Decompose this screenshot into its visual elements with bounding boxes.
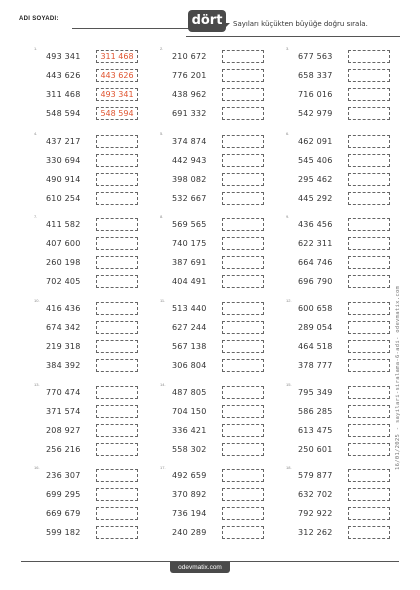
answer-box[interactable] — [96, 154, 138, 167]
number-row — [46, 50, 162, 64]
answer-box[interactable]: 443 626 — [96, 69, 138, 82]
answer-box[interactable] — [348, 154, 390, 167]
number-row — [46, 443, 162, 457]
number-row — [46, 173, 162, 187]
answer-box[interactable] — [348, 405, 390, 418]
given-number: 208 927 — [46, 426, 81, 435]
given-number: 795 349 — [298, 388, 333, 397]
number-row — [172, 526, 288, 540]
given-number: 490 914 — [46, 175, 81, 184]
number-row — [46, 154, 162, 168]
number-row — [46, 302, 162, 316]
problem-number: 18. — [286, 465, 292, 470]
problem-number: 8. — [160, 214, 164, 219]
number-row — [46, 424, 162, 438]
number-row — [46, 507, 162, 521]
problem-number: 13. — [34, 382, 40, 387]
problem-number: 3. — [286, 46, 290, 51]
number-row — [172, 256, 288, 270]
given-number: 669 679 — [46, 509, 81, 518]
given-number: 677 563 — [298, 52, 333, 61]
number-row — [46, 488, 162, 502]
problem-block — [160, 298, 288, 392]
given-number: 704 150 — [172, 407, 207, 416]
answer-box[interactable]: 493 341 — [96, 88, 138, 101]
given-number: 586 285 — [298, 407, 333, 416]
problem-block — [34, 298, 162, 392]
answer-box[interactable] — [222, 50, 264, 63]
problem-number: 14. — [160, 382, 166, 387]
answer-box[interactable] — [222, 107, 264, 120]
given-number: 569 565 — [172, 220, 207, 229]
answer-box[interactable] — [96, 256, 138, 269]
answer-box[interactable]: 311 468 — [96, 50, 138, 63]
given-number: 384 392 — [46, 361, 81, 370]
number-row — [172, 237, 288, 251]
number-row — [298, 69, 414, 83]
given-number: 545 406 — [298, 156, 333, 165]
given-number: 437 217 — [46, 137, 81, 146]
given-number: 407 600 — [46, 239, 81, 248]
number-row — [298, 488, 414, 502]
number-row — [298, 50, 414, 64]
answer-box[interactable] — [348, 340, 390, 353]
number-row — [172, 405, 288, 419]
answer-box[interactable] — [222, 192, 264, 205]
answer-box[interactable] — [222, 469, 264, 482]
given-number: 289 054 — [298, 323, 333, 332]
answer-box[interactable] — [348, 69, 390, 82]
number-row — [172, 275, 288, 289]
given-number: 260 198 — [46, 258, 81, 267]
answer-box[interactable] — [348, 173, 390, 186]
footer-brand: odevmatix.com — [170, 562, 230, 573]
answer-box[interactable] — [348, 218, 390, 231]
number-row — [172, 424, 288, 438]
number-row — [298, 526, 414, 540]
given-number: 256 216 — [46, 445, 81, 454]
given-number: 416 436 — [46, 304, 81, 313]
number-row — [172, 469, 288, 483]
answer-box[interactable] — [348, 275, 390, 288]
problem-block — [286, 131, 414, 225]
given-number: 250 601 — [298, 445, 333, 454]
answer-box[interactable] — [96, 321, 138, 334]
answer-box[interactable] — [96, 526, 138, 539]
given-number: 443 626 — [46, 71, 81, 80]
side-watermark-text: 16/01/2025 - sayilari-siralama-6-adi- odevmatix.com — [395, 285, 401, 470]
problem-block — [286, 465, 414, 559]
given-number: 411 582 — [46, 220, 81, 229]
instruction-text: Sayıları küçükten büyüğe doğru sırala. — [233, 20, 368, 28]
number-row — [172, 340, 288, 354]
number-row — [46, 275, 162, 289]
given-number: 610 254 — [46, 194, 81, 203]
answer-box[interactable] — [96, 507, 138, 520]
given-number: 776 201 — [172, 71, 207, 80]
problem-block — [34, 382, 162, 476]
given-number: 378 777 — [298, 361, 333, 370]
number-row — [46, 88, 162, 102]
given-number: 219 318 — [46, 342, 81, 351]
answer-box[interactable] — [222, 135, 264, 148]
number-row — [46, 135, 162, 149]
answer-box[interactable] — [222, 488, 264, 501]
number-row — [46, 526, 162, 540]
given-number: 699 295 — [46, 490, 81, 499]
answer-box[interactable] — [222, 275, 264, 288]
answer-box[interactable] — [96, 469, 138, 482]
given-number: 295 462 — [298, 175, 333, 184]
number-row — [46, 469, 162, 483]
problem-number: 9. — [286, 214, 290, 219]
problem-number: 15. — [286, 382, 292, 387]
answer-box[interactable] — [348, 321, 390, 334]
given-number: 462 091 — [298, 137, 333, 146]
answer-box[interactable] — [96, 173, 138, 186]
answer-box[interactable] — [348, 302, 390, 315]
number-row — [46, 256, 162, 270]
number-row — [298, 192, 414, 206]
given-number: 493 341 — [46, 52, 81, 61]
answer-box[interactable] — [222, 69, 264, 82]
given-number: 558 302 — [172, 445, 207, 454]
given-number: 398 082 — [172, 175, 207, 184]
number-row — [298, 507, 414, 521]
given-number: 696 790 — [298, 277, 333, 286]
answer-box[interactable] — [96, 135, 138, 148]
answer-box[interactable] — [222, 218, 264, 231]
answer-box[interactable] — [96, 237, 138, 250]
answer-box[interactable] — [96, 275, 138, 288]
given-number: 627 244 — [172, 323, 207, 332]
given-number: 599 182 — [46, 528, 81, 537]
answer-box[interactable] — [96, 359, 138, 372]
given-number: 702 405 — [46, 277, 81, 286]
given-number: 306 804 — [172, 361, 207, 370]
answer-box[interactable] — [222, 526, 264, 539]
problem-block — [160, 46, 288, 140]
problem-number: 5. — [160, 131, 164, 136]
number-row — [172, 321, 288, 335]
number-row — [298, 88, 414, 102]
number-row — [298, 154, 414, 168]
number-row — [46, 405, 162, 419]
given-number: 404 491 — [172, 277, 207, 286]
given-number: 674 342 — [46, 323, 81, 332]
number-row — [172, 302, 288, 316]
number-row — [46, 386, 162, 400]
answer-box[interactable] — [348, 526, 390, 539]
number-row — [46, 237, 162, 251]
answer-box[interactable] — [222, 302, 264, 315]
problem-block — [160, 131, 288, 225]
answer-box[interactable] — [96, 405, 138, 418]
number-row — [298, 469, 414, 483]
answer-box[interactable] — [222, 173, 264, 186]
answer-box[interactable] — [222, 88, 264, 101]
answer-box[interactable] — [222, 386, 264, 399]
number-row — [298, 218, 414, 232]
name-label: ADI SOYADI: — [19, 16, 59, 22]
number-row — [46, 107, 162, 121]
given-number: 600 658 — [298, 304, 333, 313]
problem-block — [160, 214, 288, 308]
answer-box[interactable] — [222, 256, 264, 269]
answer-box[interactable] — [96, 386, 138, 399]
number-row — [298, 256, 414, 270]
given-number: 436 456 — [298, 220, 333, 229]
answer-box[interactable] — [348, 507, 390, 520]
answer-box[interactable] — [222, 237, 264, 250]
answer-box[interactable] — [348, 50, 390, 63]
answer-box[interactable] — [222, 154, 264, 167]
given-number: 311 468 — [46, 90, 81, 99]
problem-number: 6. — [286, 131, 290, 136]
problem-number: 4. — [34, 131, 38, 136]
number-row — [172, 154, 288, 168]
number-row — [172, 107, 288, 121]
given-number: 464 518 — [298, 342, 333, 351]
given-number: 632 702 — [298, 490, 333, 499]
problem-block — [160, 465, 288, 559]
problem-block — [34, 46, 162, 140]
given-number: 371 574 — [46, 407, 81, 416]
number-row — [172, 359, 288, 373]
given-number: 532 667 — [172, 194, 207, 203]
given-number: 542 979 — [298, 109, 333, 118]
answer-box[interactable] — [348, 135, 390, 148]
given-number: 579 877 — [298, 471, 333, 480]
number-row — [172, 50, 288, 64]
given-number: 770 474 — [46, 388, 81, 397]
number-row — [46, 218, 162, 232]
problem-number: 2. — [160, 46, 164, 51]
problem-number: 17. — [160, 465, 166, 470]
answer-box[interactable] — [348, 359, 390, 372]
logo-tail — [222, 23, 230, 31]
answer-box[interactable] — [222, 443, 264, 456]
number-row — [298, 173, 414, 187]
answer-box[interactable] — [348, 488, 390, 501]
given-number: 387 691 — [172, 258, 207, 267]
number-row — [46, 340, 162, 354]
number-row — [46, 69, 162, 83]
number-row — [172, 192, 288, 206]
given-number: 740 175 — [172, 239, 207, 248]
given-number: 716 016 — [298, 90, 333, 99]
problem-number: 1. — [34, 46, 38, 51]
given-number: 567 138 — [172, 342, 207, 351]
given-number: 240 289 — [172, 528, 207, 537]
problem-block — [160, 382, 288, 476]
answer-box[interactable] — [348, 424, 390, 437]
number-row — [298, 237, 414, 251]
given-number: 658 337 — [298, 71, 333, 80]
answer-box[interactable]: 548 594 — [96, 107, 138, 120]
given-number: 622 311 — [298, 239, 333, 248]
number-row — [172, 218, 288, 232]
number-row — [172, 488, 288, 502]
answer-box[interactable] — [96, 218, 138, 231]
answer-box[interactable] — [222, 321, 264, 334]
number-row — [46, 192, 162, 206]
number-row — [172, 443, 288, 457]
answer-box[interactable] — [222, 424, 264, 437]
given-number: 210 672 — [172, 52, 207, 61]
answer-box[interactable] — [348, 192, 390, 205]
given-number: 336 421 — [172, 426, 207, 435]
answer-box[interactable] — [222, 359, 264, 372]
name-line — [72, 28, 192, 29]
worksheet-header — [0, 0, 420, 36]
number-row — [46, 359, 162, 373]
given-number: 492 659 — [172, 471, 207, 480]
given-number: 736 194 — [172, 509, 207, 518]
answer-box[interactable] — [348, 107, 390, 120]
problem-block — [34, 465, 162, 559]
answer-box[interactable] — [222, 507, 264, 520]
number-row — [172, 173, 288, 187]
given-number: 664 746 — [298, 258, 333, 267]
problem-block — [34, 214, 162, 308]
given-number: 792 922 — [298, 509, 333, 518]
number-row — [172, 135, 288, 149]
problem-number: 7. — [34, 214, 38, 219]
number-row — [172, 507, 288, 521]
answer-box[interactable] — [348, 237, 390, 250]
number-row — [172, 386, 288, 400]
answer-box[interactable] — [96, 488, 138, 501]
answer-box[interactable] — [348, 469, 390, 482]
number-row — [46, 321, 162, 335]
given-number: 330 694 — [46, 156, 81, 165]
problem-number: 12. — [286, 298, 292, 303]
answer-box[interactable] — [96, 443, 138, 456]
given-number: 438 962 — [172, 90, 207, 99]
answer-box[interactable] — [96, 302, 138, 315]
instruction-line — [186, 36, 400, 37]
problem-number: 16. — [34, 465, 40, 470]
given-number: 236 307 — [46, 471, 81, 480]
given-number: 374 874 — [172, 137, 207, 146]
answer-box[interactable] — [348, 88, 390, 101]
given-number: 312 262 — [298, 528, 333, 537]
answer-box[interactable] — [96, 340, 138, 353]
given-number: 487 805 — [172, 388, 207, 397]
problem-number: 10. — [34, 298, 40, 303]
given-number: 513 440 — [172, 304, 207, 313]
answer-box[interactable] — [348, 386, 390, 399]
number-row — [298, 107, 414, 121]
answer-box[interactable] — [222, 405, 264, 418]
given-number: 445 292 — [298, 194, 333, 203]
answer-box[interactable] — [348, 443, 390, 456]
answer-box[interactable] — [96, 192, 138, 205]
answer-box[interactable] — [348, 256, 390, 269]
given-number: 613 475 — [298, 426, 333, 435]
answer-box[interactable] — [222, 340, 264, 353]
problem-block — [286, 46, 414, 140]
given-number: 548 594 — [46, 109, 81, 118]
answer-box[interactable] — [96, 424, 138, 437]
given-number: 442 943 — [172, 156, 207, 165]
problem-number: 11. — [160, 298, 166, 303]
number-row — [172, 88, 288, 102]
number-row — [172, 69, 288, 83]
logo-badge: dört — [188, 10, 226, 32]
given-number: 370 892 — [172, 490, 207, 499]
problem-block — [34, 131, 162, 225]
number-row — [298, 135, 414, 149]
given-number: 691 332 — [172, 109, 207, 118]
